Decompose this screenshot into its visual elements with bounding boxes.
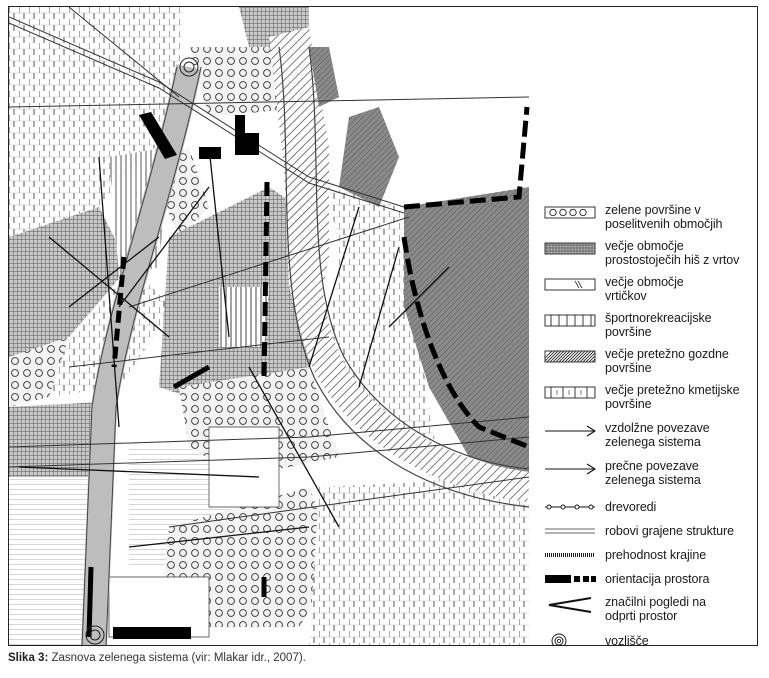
legend-label-line: robovi grajene strukture — [605, 524, 734, 538]
legend-label — [605, 524, 734, 538]
legend-label-line: prečne povezave — [605, 459, 699, 473]
legend-symbol-brick-vertical — [541, 385, 603, 406]
legend-symbol-grid-hatch — [541, 241, 603, 262]
legend-symbol-vertical-bars — [541, 313, 603, 334]
legend-label-line: večje pretežno gozdne — [605, 347, 729, 361]
legend-label-line: zelenega sistema — [605, 435, 701, 449]
legend-symbol-double-line — [541, 523, 603, 544]
map-frame — [8, 6, 758, 646]
legend-symbol-arrow-line — [541, 461, 603, 482]
legend-label-line: prostostoječih hiš z vrtov — [605, 253, 740, 267]
legend-label — [605, 595, 706, 623]
caption-label: Slika 3: — [8, 652, 49, 664]
legend-label — [605, 275, 684, 303]
legend-label — [605, 347, 729, 375]
legend-label-line: vozlišče — [605, 634, 649, 646]
legend-label — [605, 500, 656, 514]
legend-label-line: površine — [605, 397, 652, 411]
legend-label-line: prehodnost krajine — [605, 548, 707, 562]
legend-label-line: površine — [605, 361, 652, 375]
legend-symbol-dot-line — [541, 499, 603, 520]
legend-label-line: športnorekreacijske — [605, 311, 712, 325]
legend-label-line: površine — [605, 325, 652, 339]
caption-text: Zasnova zelenega sistema (vir: Mlakar idr., 2007). — [51, 652, 306, 664]
legend-label-line: orientacija prostora — [605, 572, 710, 586]
legend-symbol-dense-dash — [541, 547, 603, 568]
legend-symbol-thick-dash — [541, 571, 603, 592]
legend-label — [605, 548, 706, 562]
figure-caption — [8, 652, 306, 664]
legend-label-line: zelene površine v — [605, 203, 701, 217]
legend-symbol-view-angle — [541, 597, 603, 618]
legend-label-line: večje območje — [605, 239, 684, 253]
legend-label-line: vrtičkov — [605, 289, 647, 303]
legend-label — [605, 421, 710, 449]
legend-symbol-diagonal-hatch — [541, 349, 603, 370]
legend-label-line: drevoredi — [605, 500, 657, 514]
legend-symbol-circles-hatch — [541, 205, 603, 226]
legend-label — [605, 459, 701, 487]
legend-symbol-concentric-circles — [541, 633, 603, 646]
legend-label — [605, 239, 739, 267]
legend-symbol-arrow-line — [541, 423, 603, 444]
legend-symbol-plain-box-slash — [541, 277, 603, 298]
legend-label — [605, 572, 709, 586]
legend-label-line: poselitvenih območjih — [605, 217, 723, 231]
legend-label-line: večje območje — [605, 275, 684, 289]
legend-label — [605, 383, 739, 411]
legend-label — [605, 311, 711, 339]
legend-label-line: vzdolžne povezave — [605, 421, 710, 435]
legend-label-line: odprti prostor — [605, 609, 678, 623]
legend-label-line: večje pretežno kmetijske — [605, 383, 740, 397]
legend-label-line: zelenega sistema — [605, 473, 701, 487]
legend-label-line: značilni pogledi na — [605, 595, 706, 609]
legend-label — [605, 634, 649, 646]
legend-label — [605, 203, 722, 231]
